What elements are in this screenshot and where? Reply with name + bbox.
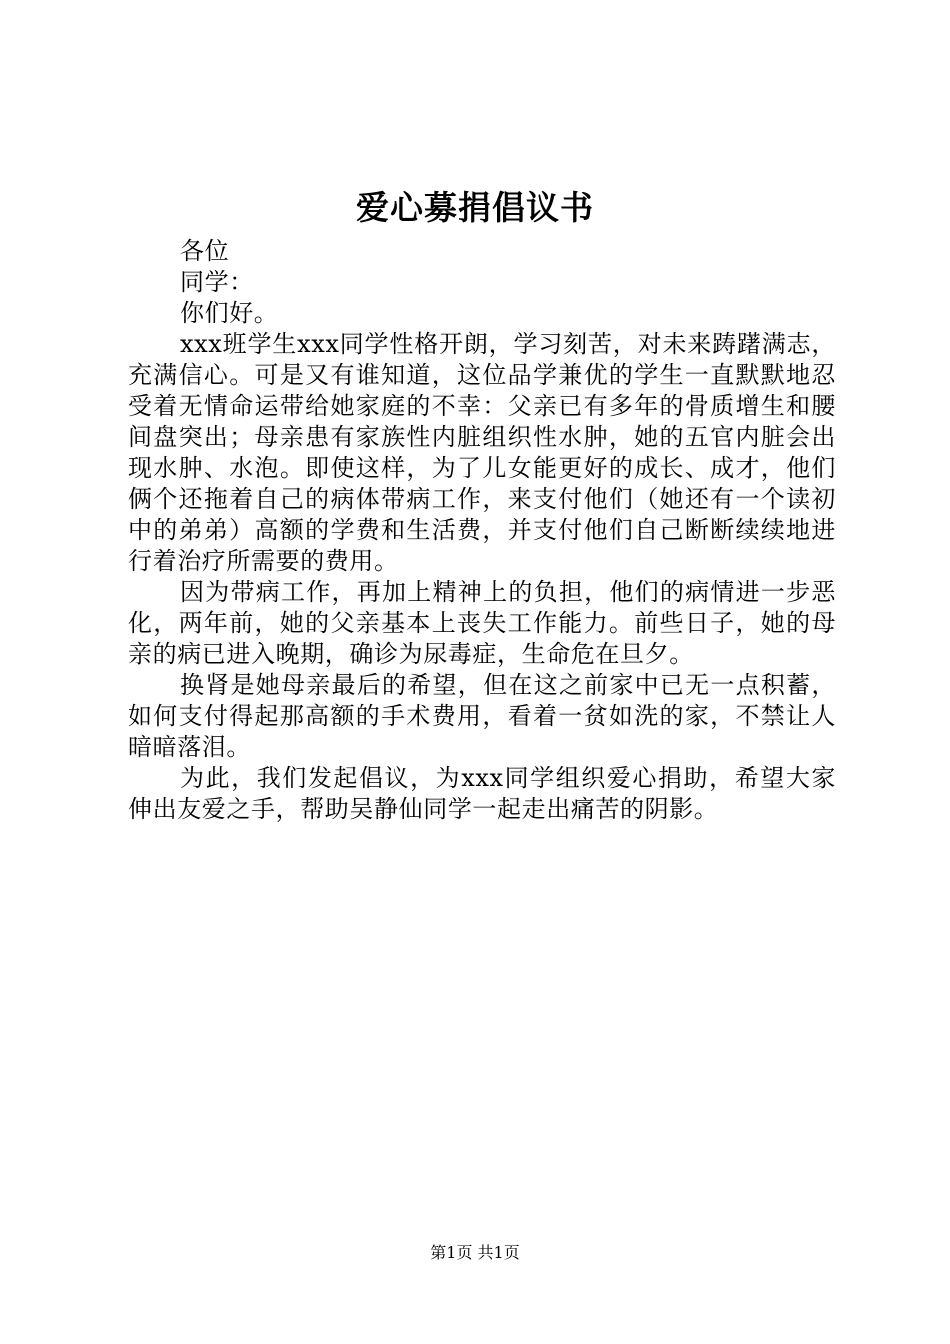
greeting: 你们好。 (180, 299, 279, 327)
document-body (128, 236, 836, 825)
salutation-line-1: 各位 (180, 237, 230, 265)
document-title: 爱心募捐倡议书 (356, 188, 594, 227)
salutation-line-2: 同学： (180, 268, 254, 296)
paragraph-2: 因为带病工作，再加上精神上的负担，他们的病情进一步恶化，两年前，她的父亲基本上丧失工作能力。前些日子，她的母亲的病已进入晚期，确诊为尿毒症，生命危在旦夕。 (128, 578, 836, 668)
paragraph-1: xxx班学生xxx同学性格开朗，学习刻苦，对未来踌躇满志，充满信心。可是又有谁知道，这位品学兼优的学生一直默默地忍受着无情命运带给她家庭的不幸：父亲已有多年的骨质增生和腰间盘突出；母亲患有家族性内脏组织性水肿，她的五官内脏会出现水肿、水泡。即使这样，为了儿女能更好的成长、成才，他们俩个还拖着自己的病体带病工作，来支付他们（她还有一个读初中的弟弟）高额的学费和生活费，并支付他们自己断断续续地进行着治疗所需要的费用。 (128, 330, 836, 575)
paragraph-3: 换肾是她母亲最后的希望，但在这之前家中已无一点积蓄，如何支付得起那高额的手术费用，看着一贫如洗的家，不禁让人暗暗落泪。 (128, 671, 836, 761)
page-footer: 第1页 共1页 (430, 1243, 520, 1262)
paragraph-4: 为此，我们发起倡议，为xxx同学组织爱心捐助，希望大家伸出友爱之手，帮助吴静仙同学一起走出痛苦的阴影。 (128, 764, 836, 823)
